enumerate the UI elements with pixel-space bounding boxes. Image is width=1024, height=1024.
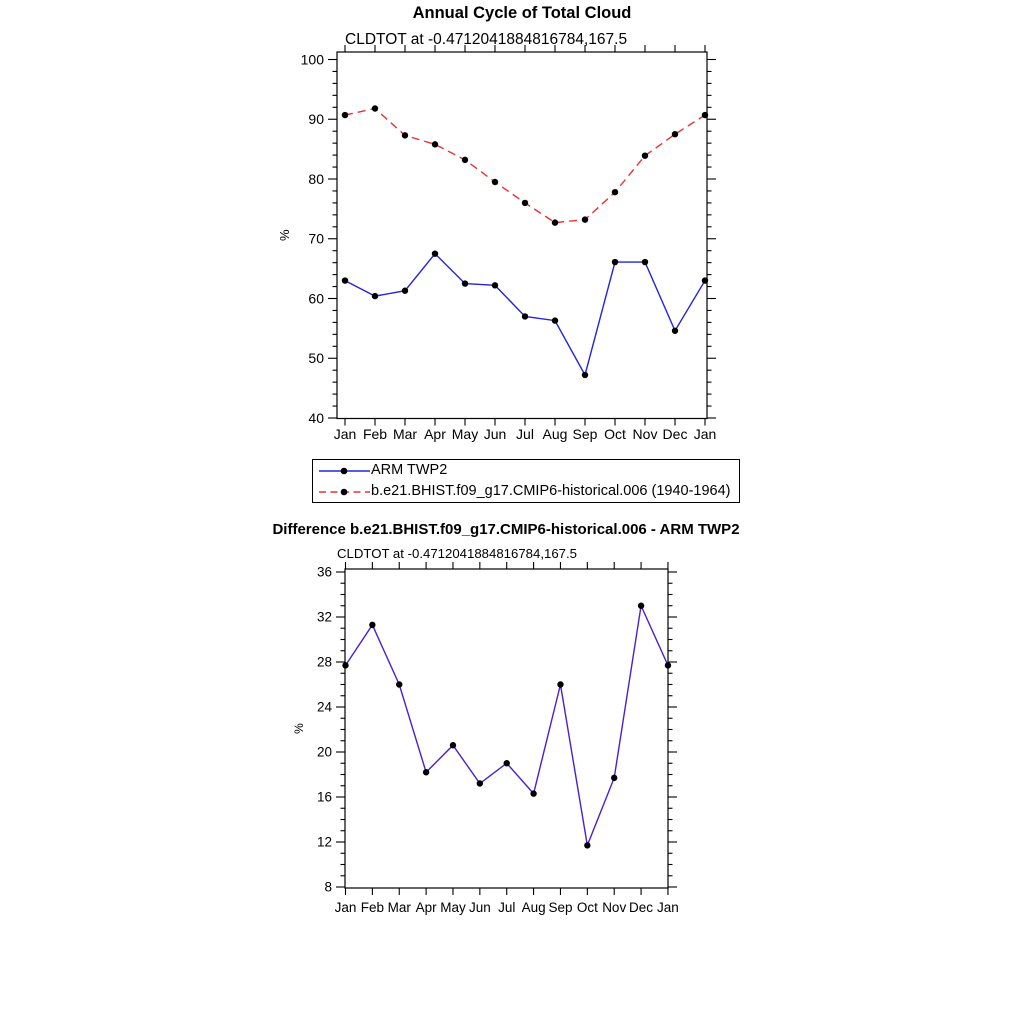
chart1-series-0-marker (702, 277, 708, 283)
y-tick-label: 12 (316, 834, 332, 850)
y-tick-label: 32 (316, 609, 332, 625)
x-tick-label: May (451, 426, 479, 442)
legend-label-arm-twp2: ARM TWP2 (371, 462, 448, 478)
y-tick-label: 100 (300, 51, 324, 68)
x-tick-label: Mar (387, 900, 411, 915)
x-tick-label: Jan (693, 426, 717, 442)
x-tick-label: Jan (333, 426, 357, 442)
chart2-series-0-marker (665, 662, 671, 668)
y-tick-label: 24 (316, 699, 332, 715)
chart2-subtitle: CLDTOT at -0.4712041884816784,167.5 (337, 546, 578, 561)
x-tick-label: Apr (424, 426, 446, 442)
y-tick-label: 80 (308, 170, 324, 187)
x-tick-label: Aug (542, 426, 568, 442)
x-tick-label: Feb (360, 900, 385, 915)
y-tick-label: 70 (308, 230, 324, 247)
chart2-frame (345, 569, 668, 888)
chart1-plot (277, 45, 716, 442)
x-tick-label: Oct (604, 426, 626, 442)
chart1-series-1-marker (642, 152, 648, 158)
chart1-series-1-marker (672, 131, 678, 137)
x-tick-label: Dec (629, 900, 654, 915)
chart1-series-0-marker (402, 288, 408, 294)
chart1-series-1-marker (552, 219, 558, 225)
chart1-series-0-marker (462, 280, 468, 286)
chart1-series-1-marker (582, 216, 588, 222)
chart1-series-0-marker (342, 277, 348, 283)
chart2-series-0-marker (396, 681, 402, 687)
chart1-series-0-marker (552, 317, 558, 323)
x-tick-label: Jul (516, 426, 534, 442)
legend (312, 459, 740, 503)
x-tick-label: Nov (632, 426, 658, 442)
chart2-title: Difference b.e21.BHIST.f09_g17.CMIP6-historical.006 - ARM TWP2 (272, 521, 740, 538)
x-tick-label: Dec (662, 426, 688, 442)
legend-sample-dashed-line-icon (318, 484, 371, 500)
x-tick-label: Oct (576, 900, 598, 915)
legend-label-model: b.e21.BHIST.f09_g17.CMIP6-historical.006 (1940-1964) (371, 483, 731, 499)
chart2-plot (292, 562, 679, 915)
x-tick-label: Apr (415, 900, 437, 915)
y-tick-label: 8 (324, 879, 332, 895)
chart1-title: Annual Cycle of Total Cloud (412, 4, 632, 22)
chart2-series-0-marker (369, 622, 375, 628)
chart1-series-1-marker (432, 141, 438, 147)
chart2-series-0-marker (530, 790, 536, 796)
x-tick-label: Sep (572, 426, 598, 442)
chart1-series-0-marker (492, 282, 498, 288)
chart2-series-0-marker (611, 775, 617, 781)
y-tick-label: 36 (316, 564, 332, 580)
chart1-series-0-marker (582, 372, 588, 378)
chart2-series-0-line (346, 606, 668, 846)
y-tick-label: 16 (316, 789, 332, 805)
legend-row-model (318, 481, 739, 502)
chart1-ylabel: % (277, 229, 292, 242)
chart2-series-0-marker (638, 603, 644, 609)
chart2-ylabel: % (292, 723, 306, 734)
chart1-series-1-marker (372, 105, 378, 111)
y-tick-label: 20 (316, 744, 332, 760)
y-tick-label: 50 (308, 350, 324, 367)
x-tick-label: Mar (392, 426, 418, 442)
chart2-series-0-marker (557, 681, 563, 687)
x-tick-label: Jan (334, 900, 357, 915)
chart1-series-0-marker (612, 259, 618, 265)
x-tick-label: Sep (548, 900, 573, 915)
chart1-series-0-marker (432, 250, 438, 256)
chart1-series-1-marker (522, 200, 528, 206)
chart2-series-0-marker (477, 780, 483, 786)
y-tick-label: 28 (316, 654, 332, 670)
chart2-series-0-marker (450, 742, 456, 748)
legend-row-arm-twp2 (318, 460, 739, 481)
y-tick-label: 90 (308, 111, 324, 128)
chart1-subtitle: CLDTOT at -0.4712041884816784,167.5 (345, 31, 628, 48)
x-tick-label: Jun (468, 900, 491, 915)
chart2-series-0-marker (342, 662, 348, 668)
x-tick-label: Jul (498, 900, 516, 915)
chart1-series-0-marker (372, 293, 378, 299)
chart1-series-1-marker (342, 112, 348, 118)
chart1-series-0-marker (522, 313, 528, 319)
chart1-frame (337, 52, 707, 419)
chart1-series-0-marker (642, 259, 648, 265)
x-tick-label: Jun (483, 426, 507, 442)
chart1-series-1-marker (702, 112, 708, 118)
y-tick-label: 40 (308, 409, 324, 426)
y-tick-label: 60 (308, 290, 324, 307)
x-tick-label: Nov (602, 900, 627, 915)
chart2-series-0-marker (584, 842, 590, 848)
chart2-series-0-marker (504, 760, 510, 766)
chart2-series-0-marker (423, 769, 429, 775)
chart1-series-1-marker (612, 189, 618, 195)
legend-sample-solid-line-icon (318, 463, 371, 479)
x-tick-label: May (440, 900, 466, 915)
x-tick-label: Jan (657, 900, 679, 915)
chart1-series-1-marker (402, 132, 408, 138)
chart1-series-0-marker (672, 328, 678, 334)
chart1-series-1-marker (492, 179, 498, 185)
x-tick-label: Aug (521, 900, 546, 915)
chart1-series-1-marker (462, 157, 468, 163)
x-tick-label: Feb (362, 426, 388, 442)
